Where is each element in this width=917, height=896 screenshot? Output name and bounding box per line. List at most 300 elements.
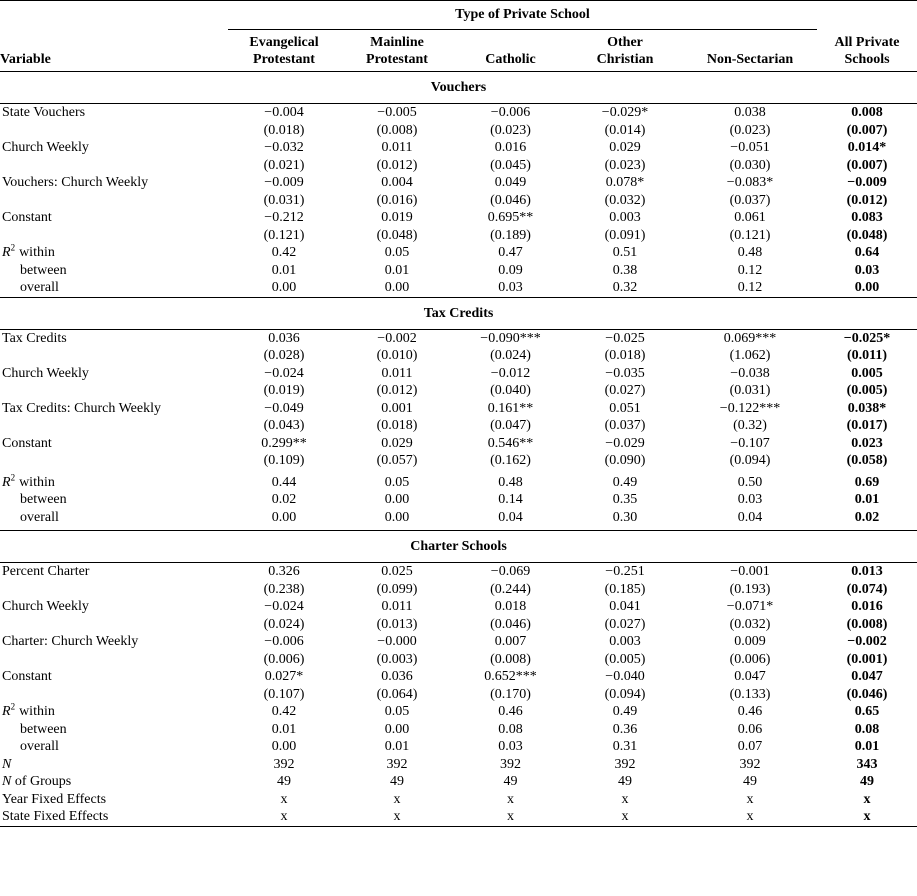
- coefficient-cell: 0.019: [381, 210, 413, 225]
- table-row: [0, 174, 917, 192]
- std-error-cell: (0.008): [846, 616, 888, 632]
- r2-between-cell: 0.01: [854, 492, 880, 507]
- r2-between-cell: 0.09: [498, 262, 523, 278]
- coefficient-cell: 0.069***: [723, 330, 777, 346]
- r2-within-cell: 0.46: [737, 704, 763, 719]
- coefficient-cell: −0.000: [377, 634, 417, 649]
- table-row: [0, 139, 917, 157]
- r2-superscript: 2: [10, 471, 16, 482]
- r2-within-cell: 0.05: [384, 704, 410, 719]
- std-error-cell: (0.007): [846, 157, 888, 173]
- std-error-cell: (0.107): [263, 686, 305, 702]
- std-error-cell: (0.010): [376, 348, 418, 363]
- header-catholic: Catholic: [485, 52, 536, 67]
- std-error-cell: (0.013): [376, 616, 418, 632]
- r2-within-cell: 0.48: [498, 474, 523, 490]
- r2-superscript: 2: [10, 242, 16, 253]
- coefficient-cell: 0.011: [381, 365, 413, 381]
- r2-overall-cell: 0.04: [498, 509, 523, 525]
- std-error-cell: (0.023): [490, 122, 531, 138]
- coefficient-cell: 0.003: [609, 210, 641, 225]
- header-other-christian: Other Christian: [596, 35, 654, 67]
- r2-within-row: [0, 474, 917, 492]
- r2-within-cell: 0.51: [612, 245, 638, 260]
- table-row: [0, 598, 917, 616]
- state-fe-cell: x: [621, 809, 629, 824]
- row-label-empty: [0, 417, 228, 435]
- section-title: Vouchers: [0, 72, 917, 104]
- std-error-cell: (0.027): [604, 383, 646, 398]
- row-label: Charter: Church Weekly: [2, 634, 139, 649]
- coefficient-cell: −0.024: [264, 599, 304, 614]
- std-error-cell: (0.238): [263, 581, 305, 597]
- std-error-cell: (0.006): [729, 651, 771, 667]
- table-row: [0, 365, 917, 383]
- n-groups-row-cell: 49: [277, 774, 291, 789]
- std-error-cell: (0.244): [490, 581, 531, 597]
- r2-within-cell: 0.64: [854, 245, 880, 260]
- coefficient-cell: 0.016: [494, 140, 527, 155]
- std-error-cell: (0.057): [376, 453, 418, 468]
- std-error-cell: (0.012): [376, 383, 418, 398]
- r2-between-row: [0, 721, 917, 739]
- std-error-cell: (0.094): [604, 686, 646, 702]
- coefficient-cell: −0.040: [605, 669, 645, 684]
- header-mainline-protestant: Mainline Protestant: [366, 35, 428, 67]
- coefficient-cell: 0.326: [268, 564, 300, 579]
- std-error-cell: (0.021): [263, 157, 305, 173]
- std-error-cell: (0.024): [490, 348, 531, 363]
- std-error-cell: (0.185): [604, 581, 646, 597]
- table-row: [0, 435, 917, 453]
- std-error-cell: (0.162): [490, 453, 531, 468]
- r2-between-cell: 0.01: [271, 262, 297, 278]
- coefficient-cell: 0.041: [609, 599, 641, 614]
- r2-overall-cell: 0.00: [384, 280, 410, 295]
- std-error-cell: (0.074): [846, 581, 888, 597]
- r2-between-cell: 0.00: [384, 721, 410, 737]
- row-label: Vouchers: Church Weekly: [2, 175, 149, 190]
- table-body: [0, 1, 917, 827]
- n-symbol: N: [2, 756, 12, 772]
- std-error-cell: (0.048): [846, 227, 888, 243]
- n-row-cell: 392: [386, 756, 408, 772]
- coefficient-cell: −0.049: [264, 400, 304, 416]
- row-label: Tax Credits: [2, 330, 67, 346]
- r2-between-cell: 0.08: [498, 721, 523, 737]
- std-error-cell: (0.037): [604, 418, 646, 433]
- row-label: Church Weekly: [2, 599, 89, 614]
- coefficient-cell: 0.001: [381, 400, 413, 416]
- std-error-cell: (0.011): [846, 348, 888, 363]
- row-label-empty: [0, 227, 228, 245]
- coefficient-cell: 0.004: [381, 175, 413, 190]
- row-label-empty: [0, 382, 228, 400]
- r2-between-cell: 0.35: [612, 492, 638, 507]
- table-row: [0, 616, 917, 634]
- n-groups-row-cell: 49: [390, 774, 404, 789]
- coefficient-cell: 0.025: [381, 564, 413, 579]
- state-fe-cell: x: [393, 809, 401, 824]
- n-row-cell: 343: [856, 756, 878, 772]
- coefficient-cell: −0.002: [847, 634, 887, 649]
- std-error-cell: (0.046): [490, 616, 531, 632]
- std-error-cell: (0.001): [846, 651, 888, 667]
- coefficient-cell: −0.083*: [726, 175, 774, 190]
- coefficient-cell: −0.122***: [719, 400, 781, 416]
- std-error-cell: (0.023): [729, 122, 771, 138]
- std-error-cell: (0.048): [376, 227, 418, 243]
- header-column-row: [0, 30, 917, 72]
- coefficient-cell: 0.029: [609, 140, 641, 155]
- table-row: [0, 347, 917, 365]
- std-error-cell: (0.024): [263, 616, 305, 632]
- row-label: Tax Credits: Church Weekly: [2, 400, 161, 416]
- std-error-cell: (0.014): [604, 122, 646, 138]
- coefficient-cell: −0.004: [264, 105, 304, 120]
- std-error-cell: (0.007): [846, 122, 888, 138]
- std-error-cell: (0.091): [604, 227, 646, 243]
- std-error-cell: (0.040): [490, 383, 531, 398]
- n-groups-row-label: [0, 773, 228, 791]
- group-title: Type of Private School: [228, 1, 817, 30]
- r2-overall-cell: 0.32: [612, 280, 638, 295]
- r2-overall-cell: 0.30: [612, 509, 638, 525]
- coefficient-cell: −0.035: [605, 365, 645, 381]
- coefficient-cell: −0.025*: [843, 330, 891, 346]
- r2-between-cell: 0.06: [737, 721, 763, 737]
- coefficient-cell: −0.002: [377, 330, 417, 346]
- table-row: [0, 382, 917, 400]
- std-error-cell: (0.008): [490, 651, 531, 667]
- std-error-cell: (0.018): [376, 418, 418, 433]
- table-row: [0, 209, 917, 227]
- std-error-cell: (0.018): [604, 348, 646, 363]
- coefficient-cell: 0.013: [851, 564, 883, 579]
- std-error-cell: (1.062): [729, 348, 771, 363]
- r2-within-cell: 0.05: [384, 245, 410, 260]
- r2-within-label: [0, 703, 228, 721]
- r2-between-cell: 0.36: [612, 721, 638, 737]
- std-error-cell: (0.094): [729, 453, 771, 468]
- header-variable: Variable: [0, 52, 51, 67]
- r2-within-cell: 0.69: [854, 474, 880, 490]
- std-error-cell: (0.018): [263, 122, 305, 138]
- r2-between-cell: 0.08: [854, 721, 880, 737]
- coefficient-cell: −0.006: [490, 105, 531, 120]
- year-fe-cell: x: [507, 791, 514, 807]
- r2-between-row: [0, 491, 917, 509]
- n-groups-row-cell: 49: [743, 774, 757, 789]
- year-fe-cell: x: [280, 791, 288, 807]
- r2-between-cell: 0.03: [854, 262, 880, 278]
- row-label-empty: [0, 616, 228, 634]
- r2-between-row: [0, 262, 917, 280]
- r2-overall-cell: 0.07: [737, 739, 763, 754]
- r2-overall-label: overall: [20, 739, 59, 754]
- row-label-empty: [0, 651, 228, 669]
- state-fe-cell: x: [746, 809, 754, 824]
- coefficient-cell: 0.003: [609, 634, 641, 649]
- row-label-empty: [0, 581, 228, 599]
- r2-overall-cell: 0.02: [854, 509, 880, 525]
- std-error-cell: (0.005): [846, 383, 888, 398]
- r2-overall-label: overall: [20, 280, 59, 295]
- coefficient-cell: 0.047: [851, 669, 883, 684]
- std-error-cell: (0.043): [263, 418, 305, 433]
- header-evangelical-protestant: Evangelical Protestant: [249, 35, 319, 67]
- std-error-cell: (0.012): [376, 157, 418, 173]
- coefficient-cell: −0.029: [605, 435, 645, 451]
- coefficient-cell: −0.006: [264, 634, 304, 649]
- r2-overall-cell: 0.03: [498, 280, 523, 295]
- coefficient-cell: 0.652***: [484, 669, 537, 684]
- coefficient-cell: 0.023: [851, 435, 883, 451]
- std-error-cell: (0.028): [263, 348, 305, 363]
- r2-symbol: R: [2, 245, 11, 260]
- std-error-cell: (0.193): [729, 581, 771, 597]
- r2-between-cell: 0.12: [737, 262, 763, 278]
- std-error-cell: (0.032): [729, 616, 771, 632]
- state-fe-cell: x: [280, 809, 288, 824]
- std-error-cell: (0.133): [729, 686, 771, 702]
- std-error-cell: (0.045): [490, 157, 531, 173]
- table-row: [0, 686, 917, 704]
- coefficient-cell: 0.005: [851, 365, 883, 381]
- coefficient-cell: 0.029: [381, 435, 413, 451]
- coefficient-cell: 0.695**: [487, 210, 534, 225]
- table-row: [0, 452, 917, 470]
- row-label: Constant: [2, 435, 52, 451]
- n-row-cell: 392: [614, 756, 636, 772]
- row-label-empty: [0, 122, 228, 140]
- r2-within-cell: 0.49: [612, 704, 638, 719]
- std-error-cell: (0.189): [490, 227, 531, 243]
- r2-overall-label: overall: [20, 509, 59, 525]
- header-non-sectarian: Non-Sectarian: [706, 52, 794, 67]
- coefficient-cell: −0.009: [847, 175, 887, 190]
- coefficient-cell: 0.036: [268, 330, 300, 346]
- year-fe-cell: x: [393, 791, 401, 807]
- r2-within-text: within: [19, 245, 55, 260]
- std-error-cell: (0.031): [729, 383, 771, 398]
- n-groups-row-cell: 49: [860, 774, 874, 789]
- std-error-cell: (0.019): [263, 383, 305, 398]
- r2-overall-row: [0, 738, 917, 756]
- header-group-row: [0, 1, 917, 30]
- std-error-cell: (0.031): [263, 192, 305, 208]
- year-fe-cell: x: [863, 791, 871, 807]
- r2-within-cell: 0.47: [498, 245, 523, 260]
- coefficient-cell: 0.299**: [261, 435, 307, 451]
- r2-between-label: between: [20, 262, 67, 278]
- row-label: Church Weekly: [2, 365, 89, 381]
- row-label-empty: [0, 686, 228, 704]
- r2-between-label: between: [20, 492, 67, 507]
- std-error-cell: (0.037): [729, 192, 771, 208]
- std-error-cell: (0.046): [490, 192, 531, 208]
- table-row: [0, 400, 917, 418]
- r2-within-cell: 0.50: [737, 474, 763, 490]
- section-header: [0, 297, 917, 329]
- r2-within-text: within: [19, 704, 55, 719]
- r2-overall-cell: 0.00: [854, 280, 880, 295]
- table-row: [0, 651, 917, 669]
- table-row: [0, 104, 917, 122]
- r2-within-cell: 0.42: [271, 704, 297, 719]
- r2-between-cell: 0.03: [737, 492, 763, 507]
- coefficient-cell: 0.038: [734, 105, 766, 120]
- std-error-cell: (0.005): [604, 651, 646, 667]
- row-label: Percent Charter: [2, 564, 90, 579]
- coefficient-cell: 0.008: [851, 105, 883, 120]
- std-error-cell: (0.027): [604, 616, 646, 632]
- std-error-cell: (0.032): [604, 192, 646, 208]
- table-row: [0, 157, 917, 175]
- std-error-cell: (0.121): [263, 227, 305, 243]
- n-groups-row-cell: 49: [618, 774, 632, 789]
- r2-within-cell: 0.44: [271, 474, 297, 490]
- row-label: Constant: [2, 669, 52, 684]
- std-error-cell: (0.016): [376, 192, 418, 208]
- std-error-cell: (0.058): [846, 453, 888, 468]
- r2-between-cell: 0.00: [384, 492, 410, 507]
- coefficient-cell: 0.036: [381, 669, 413, 684]
- year-fe-cell: x: [621, 791, 629, 807]
- r2-symbol: R: [2, 474, 11, 490]
- std-error-cell: (0.003): [376, 651, 418, 667]
- coefficient-cell: 0.078*: [605, 175, 645, 190]
- coefficient-cell: −0.069: [490, 564, 531, 579]
- section-header: [0, 531, 917, 563]
- coefficient-cell: −0.005: [377, 105, 417, 120]
- std-error-cell: (0.121): [729, 227, 771, 243]
- bottom-rule-cell: [0, 826, 917, 827]
- coefficient-cell: −0.251: [605, 564, 645, 579]
- row-label: Constant: [2, 210, 52, 225]
- n-row: [0, 756, 917, 774]
- section-title: Charter Schools: [0, 531, 917, 563]
- std-error-cell: (0.170): [490, 686, 531, 702]
- r2-within-cell: 0.49: [612, 474, 638, 490]
- year-fe-cell: x: [746, 791, 754, 807]
- std-error-cell: (0.006): [263, 651, 305, 667]
- r2-overall-cell: 0.00: [384, 509, 410, 525]
- r2-between-cell: 0.14: [498, 492, 523, 507]
- n-groups-row: [0, 773, 917, 791]
- coefficient-cell: 0.016: [851, 599, 883, 614]
- r2-overall-cell: 0.00: [271, 509, 297, 525]
- n-row-cell: 392: [739, 756, 761, 772]
- std-error-cell: (0.017): [846, 418, 888, 433]
- std-error-cell: (0.109): [263, 453, 305, 468]
- r2-within-row: [0, 703, 917, 721]
- n-row-cell: 392: [500, 756, 521, 772]
- coefficient-cell: −0.090***: [480, 330, 541, 346]
- table-row: [0, 227, 917, 245]
- coefficient-cell: 0.161**: [487, 400, 534, 416]
- row-label: State Vouchers: [2, 105, 86, 120]
- r2-within-row: [0, 244, 917, 262]
- r2-between-cell: 0.02: [271, 492, 297, 507]
- year-fe-row: [0, 791, 917, 809]
- table-row: [0, 581, 917, 599]
- coefficient-cell: 0.027*: [264, 669, 304, 684]
- n-groups-row-label-text: of Groups: [11, 774, 72, 789]
- r2-overall-cell: 0.01: [854, 739, 880, 754]
- header-all-private-schools: All Private Schools: [834, 35, 900, 67]
- std-error-cell: (0.012): [846, 192, 888, 208]
- row-label-empty: [0, 347, 228, 365]
- r2-overall-cell: 0.00: [271, 739, 297, 754]
- r2-overall-cell: 0.04: [737, 509, 763, 525]
- std-error-cell: (0.046): [846, 686, 888, 702]
- n-row-label: [0, 756, 228, 774]
- coefficient-cell: 0.018: [494, 599, 527, 614]
- coefficient-cell: −0.025: [605, 330, 645, 346]
- state-fe-label: State Fixed Effects: [2, 809, 109, 824]
- coefficient-cell: −0.029*: [601, 105, 649, 120]
- coefficient-cell: 0.011: [381, 599, 413, 614]
- r2-overall-cell: 0.03: [498, 739, 523, 754]
- std-error-cell: (0.030): [729, 157, 771, 173]
- state-fe-cell: x: [507, 809, 514, 824]
- r2-within-label: [0, 471, 228, 492]
- coefficient-cell: −0.071*: [726, 599, 774, 614]
- std-error-cell: (0.32): [733, 418, 767, 433]
- coefficient-cell: 0.051: [609, 400, 641, 416]
- table-row: [0, 633, 917, 651]
- coefficient-cell: −0.012: [490, 365, 531, 381]
- coefficient-cell: 0.047: [734, 669, 766, 684]
- r2-within-cell: 0.65: [854, 704, 880, 719]
- coefficient-cell: 0.546**: [487, 435, 534, 451]
- r2-overall-cell: 0.31: [612, 739, 638, 754]
- coefficient-cell: −0.001: [730, 564, 770, 579]
- r2-within-cell: 0.48: [737, 245, 763, 260]
- std-error-cell: (0.090): [604, 453, 646, 468]
- bottom-rule: [0, 826, 917, 827]
- row-label-empty: [0, 452, 228, 470]
- r2-overall-cell: 0.12: [737, 280, 763, 295]
- row-label: Church Weekly: [2, 140, 89, 155]
- r2-superscript: 2: [10, 701, 16, 712]
- coefficient-cell: 0.049: [494, 175, 527, 190]
- std-error-cell: (0.099): [376, 581, 418, 597]
- table-row: [0, 668, 917, 686]
- r2-between-cell: 0.01: [384, 262, 410, 278]
- coefficient-cell: −0.009: [264, 175, 304, 190]
- coefficient-cell: −0.024: [264, 365, 304, 381]
- coefficient-cell: −0.032: [264, 140, 304, 155]
- std-error-cell: (0.023): [604, 157, 646, 173]
- coefficient-cell: −0.107: [730, 435, 770, 451]
- r2-between-cell: 0.01: [271, 721, 297, 737]
- coefficient-cell: −0.051: [730, 140, 770, 155]
- r2-within-label: [0, 244, 228, 262]
- std-error-cell: (0.008): [376, 122, 418, 138]
- coefficient-cell: 0.083: [851, 210, 883, 225]
- r2-within-cell: 0.42: [271, 245, 297, 260]
- r2-between-label: between: [20, 721, 67, 737]
- coefficient-cell: 0.009: [734, 634, 766, 649]
- n-row-cell: 392: [273, 756, 295, 772]
- n-groups-row-cell: 49: [503, 774, 518, 789]
- table-row: [0, 417, 917, 435]
- r2-overall-cell: 0.00: [271, 280, 297, 295]
- r2-symbol: R: [2, 704, 11, 719]
- coefficient-cell: 0.038*: [847, 400, 887, 416]
